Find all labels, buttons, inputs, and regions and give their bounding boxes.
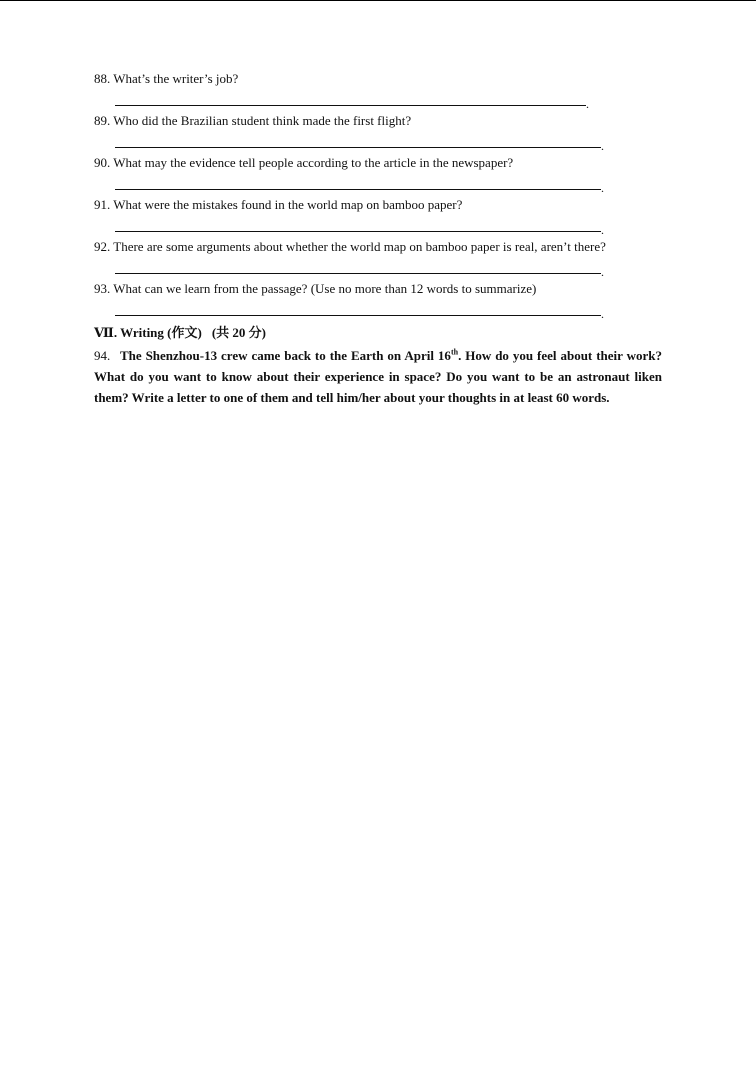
answer-terminator: . <box>586 97 589 111</box>
section-title: Writing (作文) <box>120 325 202 340</box>
question-text <box>94 196 662 213</box>
answer-terminator: . <box>601 223 604 237</box>
answer-line[interactable] <box>115 231 601 232</box>
answer-line[interactable] <box>115 147 601 148</box>
question-number: 92. <box>94 239 111 254</box>
question-prompt: What can we learn from the passage? (Use no more than 12 words to summarize) <box>113 281 537 296</box>
answer-line[interactable] <box>115 189 601 190</box>
answer-line[interactable] <box>115 105 586 106</box>
answer-terminator: . <box>601 307 604 321</box>
section-points: (共 20 分) <box>211 325 266 340</box>
question-text <box>94 154 662 171</box>
ordinal-suffix: th <box>450 347 459 357</box>
question-text <box>94 280 662 297</box>
question-prompt: What’s the writer’s job? <box>113 71 239 86</box>
section-heading-writing <box>94 324 662 342</box>
question-91 <box>94 196 662 238</box>
answer-line[interactable] <box>115 315 601 316</box>
answer-terminator: . <box>601 139 604 153</box>
question-number: 89. <box>94 113 111 128</box>
question-text <box>94 238 662 255</box>
question-89 <box>94 112 662 154</box>
question-number: 94. <box>94 348 111 363</box>
question-number: 88. <box>94 71 111 86</box>
question-prompt: Who did the Brazilian student think made the first flight? <box>113 113 412 128</box>
question-prompt: What may the evidence tell people according to the article in the newspaper? <box>113 155 514 170</box>
question-text <box>94 70 662 87</box>
question-92 <box>94 238 662 280</box>
question-prompt: There are some arguments about whether the world map on bamboo paper is real, aren’t there? <box>113 239 606 254</box>
exam-page-content <box>94 70 662 408</box>
question-88 <box>94 70 662 112</box>
answer-terminator: . <box>601 181 604 195</box>
question-text <box>94 112 662 129</box>
writing-prompt-start: The Shenzhou-13 crew came back to the Earth on April 16 <box>119 348 451 363</box>
page-top-border <box>0 0 756 1</box>
answer-terminator: . <box>601 265 604 279</box>
answer-line[interactable] <box>115 273 601 274</box>
section-numeral: Ⅶ. <box>94 325 118 340</box>
question-93 <box>94 280 662 322</box>
question-number: 90. <box>94 155 111 170</box>
question-prompt: What were the mistakes found in the world map on bamboo paper? <box>113 197 463 212</box>
writing-prompt-rest: . How do you feel about their work? What do you want to know about their experience in space? Do you want to be an astronaut liken them? Write a letter to one of them and tell him/her about your thoughts in at least 60 words. <box>94 348 662 405</box>
question-90 <box>94 154 662 196</box>
question-number: 93. <box>94 281 111 296</box>
question-number: 91. <box>94 197 111 212</box>
writing-task-94 <box>94 345 662 408</box>
